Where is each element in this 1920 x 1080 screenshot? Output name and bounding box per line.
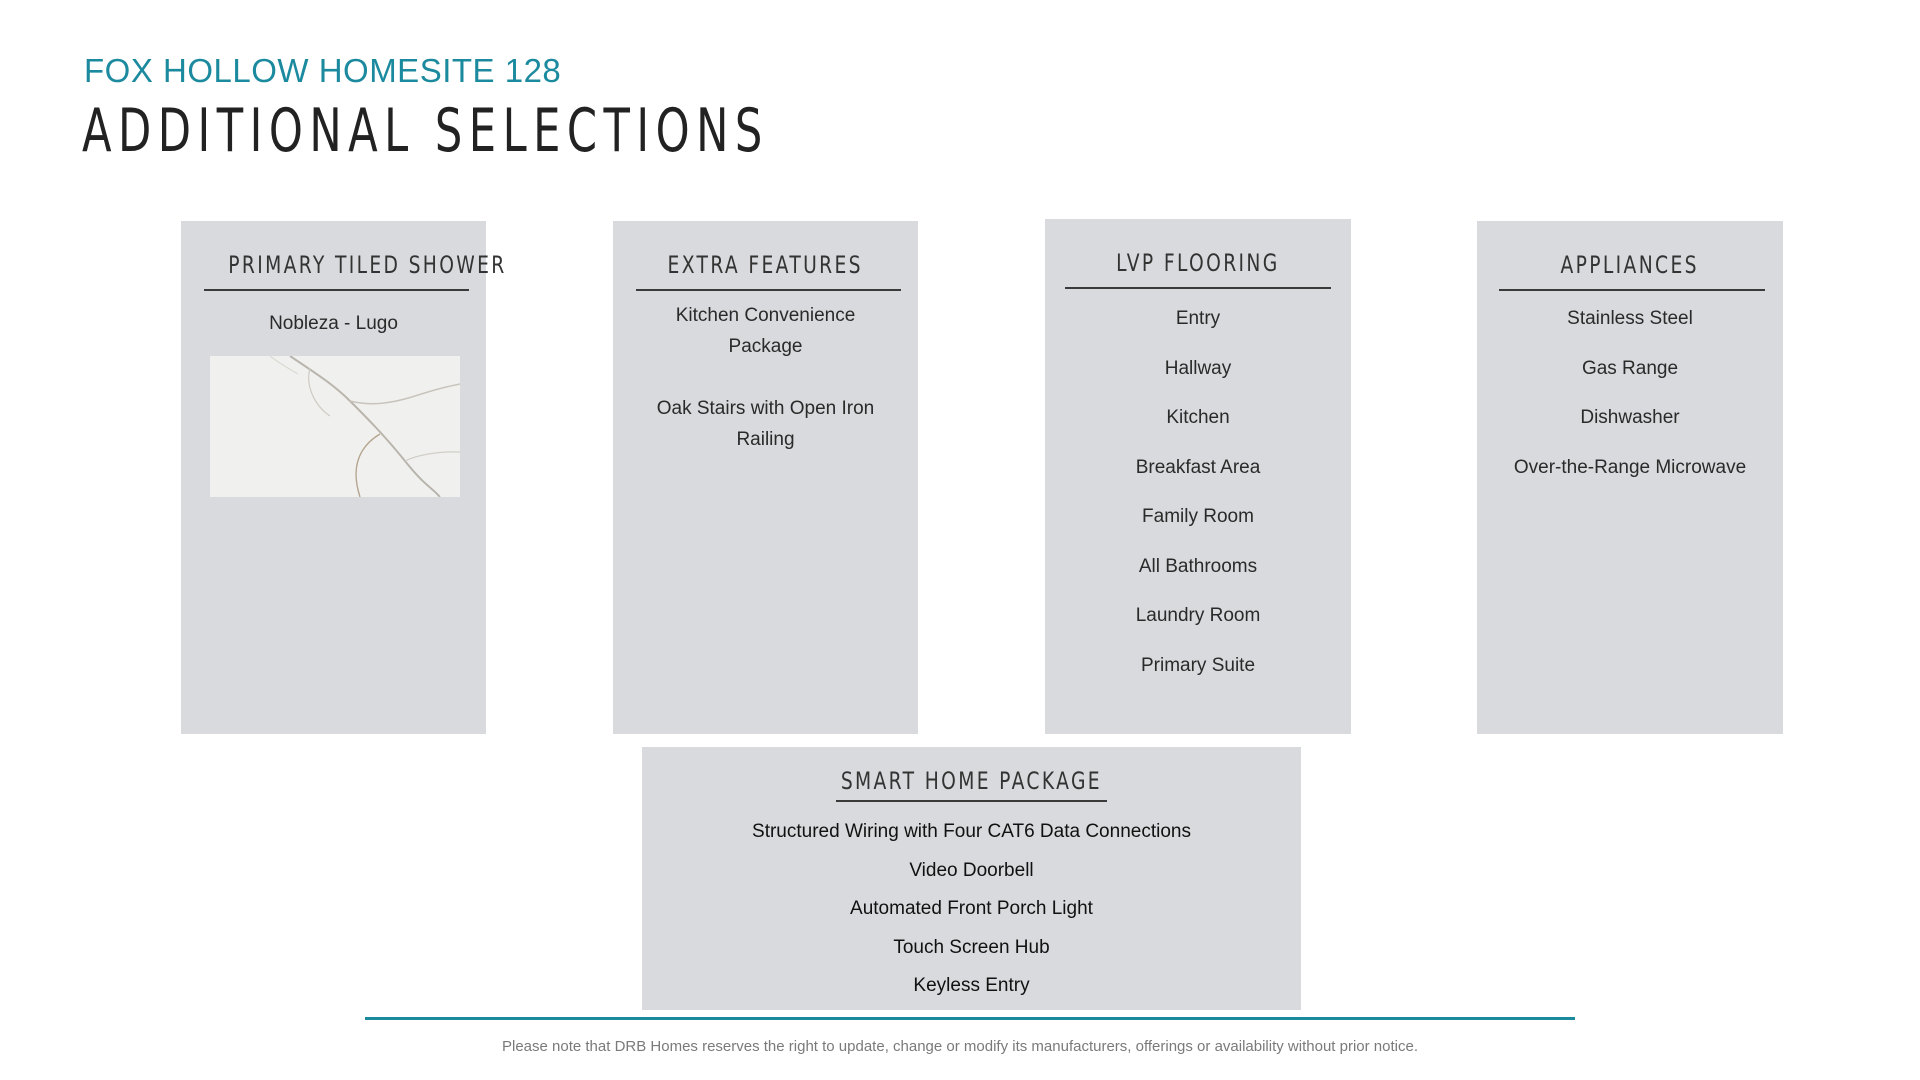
card-heading [1477, 251, 1783, 279]
list-item: Gas Range [1581, 357, 1679, 379]
list-item: Stainless Steel [1567, 308, 1693, 329]
heading-underline [1065, 287, 1331, 289]
list-item: Breakfast Area [1135, 456, 1261, 478]
list-item: Keyless Entry [913, 975, 1030, 996]
card-heading [1045, 249, 1351, 277]
list-item: Kitchen [1166, 407, 1230, 428]
list-item: Dishwasher [1580, 407, 1680, 428]
appliances-items-list [1487, 294, 1773, 492]
list-item: Over-the-Range Microwave [1513, 456, 1747, 478]
card-heading-text: PRIMARY TILED SHOWER [228, 251, 507, 279]
list-item: Structured Wiring with Four CAT6 Data Connections [752, 821, 1191, 842]
card-primary-tiled-shower [181, 221, 507, 734]
heading-underline [1499, 289, 1765, 291]
heading-underline [204, 289, 469, 291]
list-item: Automated Front Porch Light [850, 898, 1093, 919]
flooring-items-list [1055, 294, 1341, 690]
list-item: Touch Screen Hub [893, 936, 1050, 958]
card-heading [613, 251, 918, 279]
list-item: Hallway [1164, 357, 1232, 379]
marble-tile-swatch-icon [210, 356, 460, 497]
card-heading [642, 767, 1301, 795]
smart-home-items-list [652, 813, 1291, 1006]
heading-underline [636, 289, 901, 291]
card-smart-home-package [642, 747, 1301, 1010]
list-item: Laundry Room [1135, 605, 1261, 626]
list-item: Video Doorbell [909, 859, 1034, 881]
shower-items-list [191, 307, 476, 341]
list-item: Primary Suite [1140, 654, 1256, 676]
list-item: Entry [1175, 308, 1221, 329]
card-lvp-flooring [1045, 219, 1351, 734]
page-subtitle: FOX HOLLOW HOMESITE 128 [84, 52, 562, 89]
list-item: Oak Stairs with Open Iron Railing [656, 398, 875, 450]
list-item: Kitchen Convenience Package [675, 305, 856, 357]
card-extra-features [613, 221, 918, 734]
list-item: Nobleza - Lugo [269, 313, 398, 334]
footer-divider [365, 1017, 1575, 1020]
card-appliances [1477, 221, 1783, 734]
list-item: Family Room [1142, 506, 1254, 527]
list-item: All Bathrooms [1138, 555, 1258, 577]
card-heading [189, 251, 507, 279]
page-title: ADDITIONAL SELECTIONS [82, 96, 769, 166]
card-heading-text: APPLIANCES [1560, 251, 1700, 279]
footer-disclaimer: Please note that DRB Homes reserves the right to update, change or modify its manufacturers, offerings or availability without prior notice. [501, 1038, 1418, 1055]
card-heading-text: EXTRA FEATURES [667, 251, 864, 279]
card-heading-text: SMART HOME PACKAGE [840, 767, 1103, 795]
card-heading-text: LVP FLOORING [1116, 249, 1280, 277]
heading-underline [836, 800, 1107, 802]
features-items-list [647, 300, 884, 486]
